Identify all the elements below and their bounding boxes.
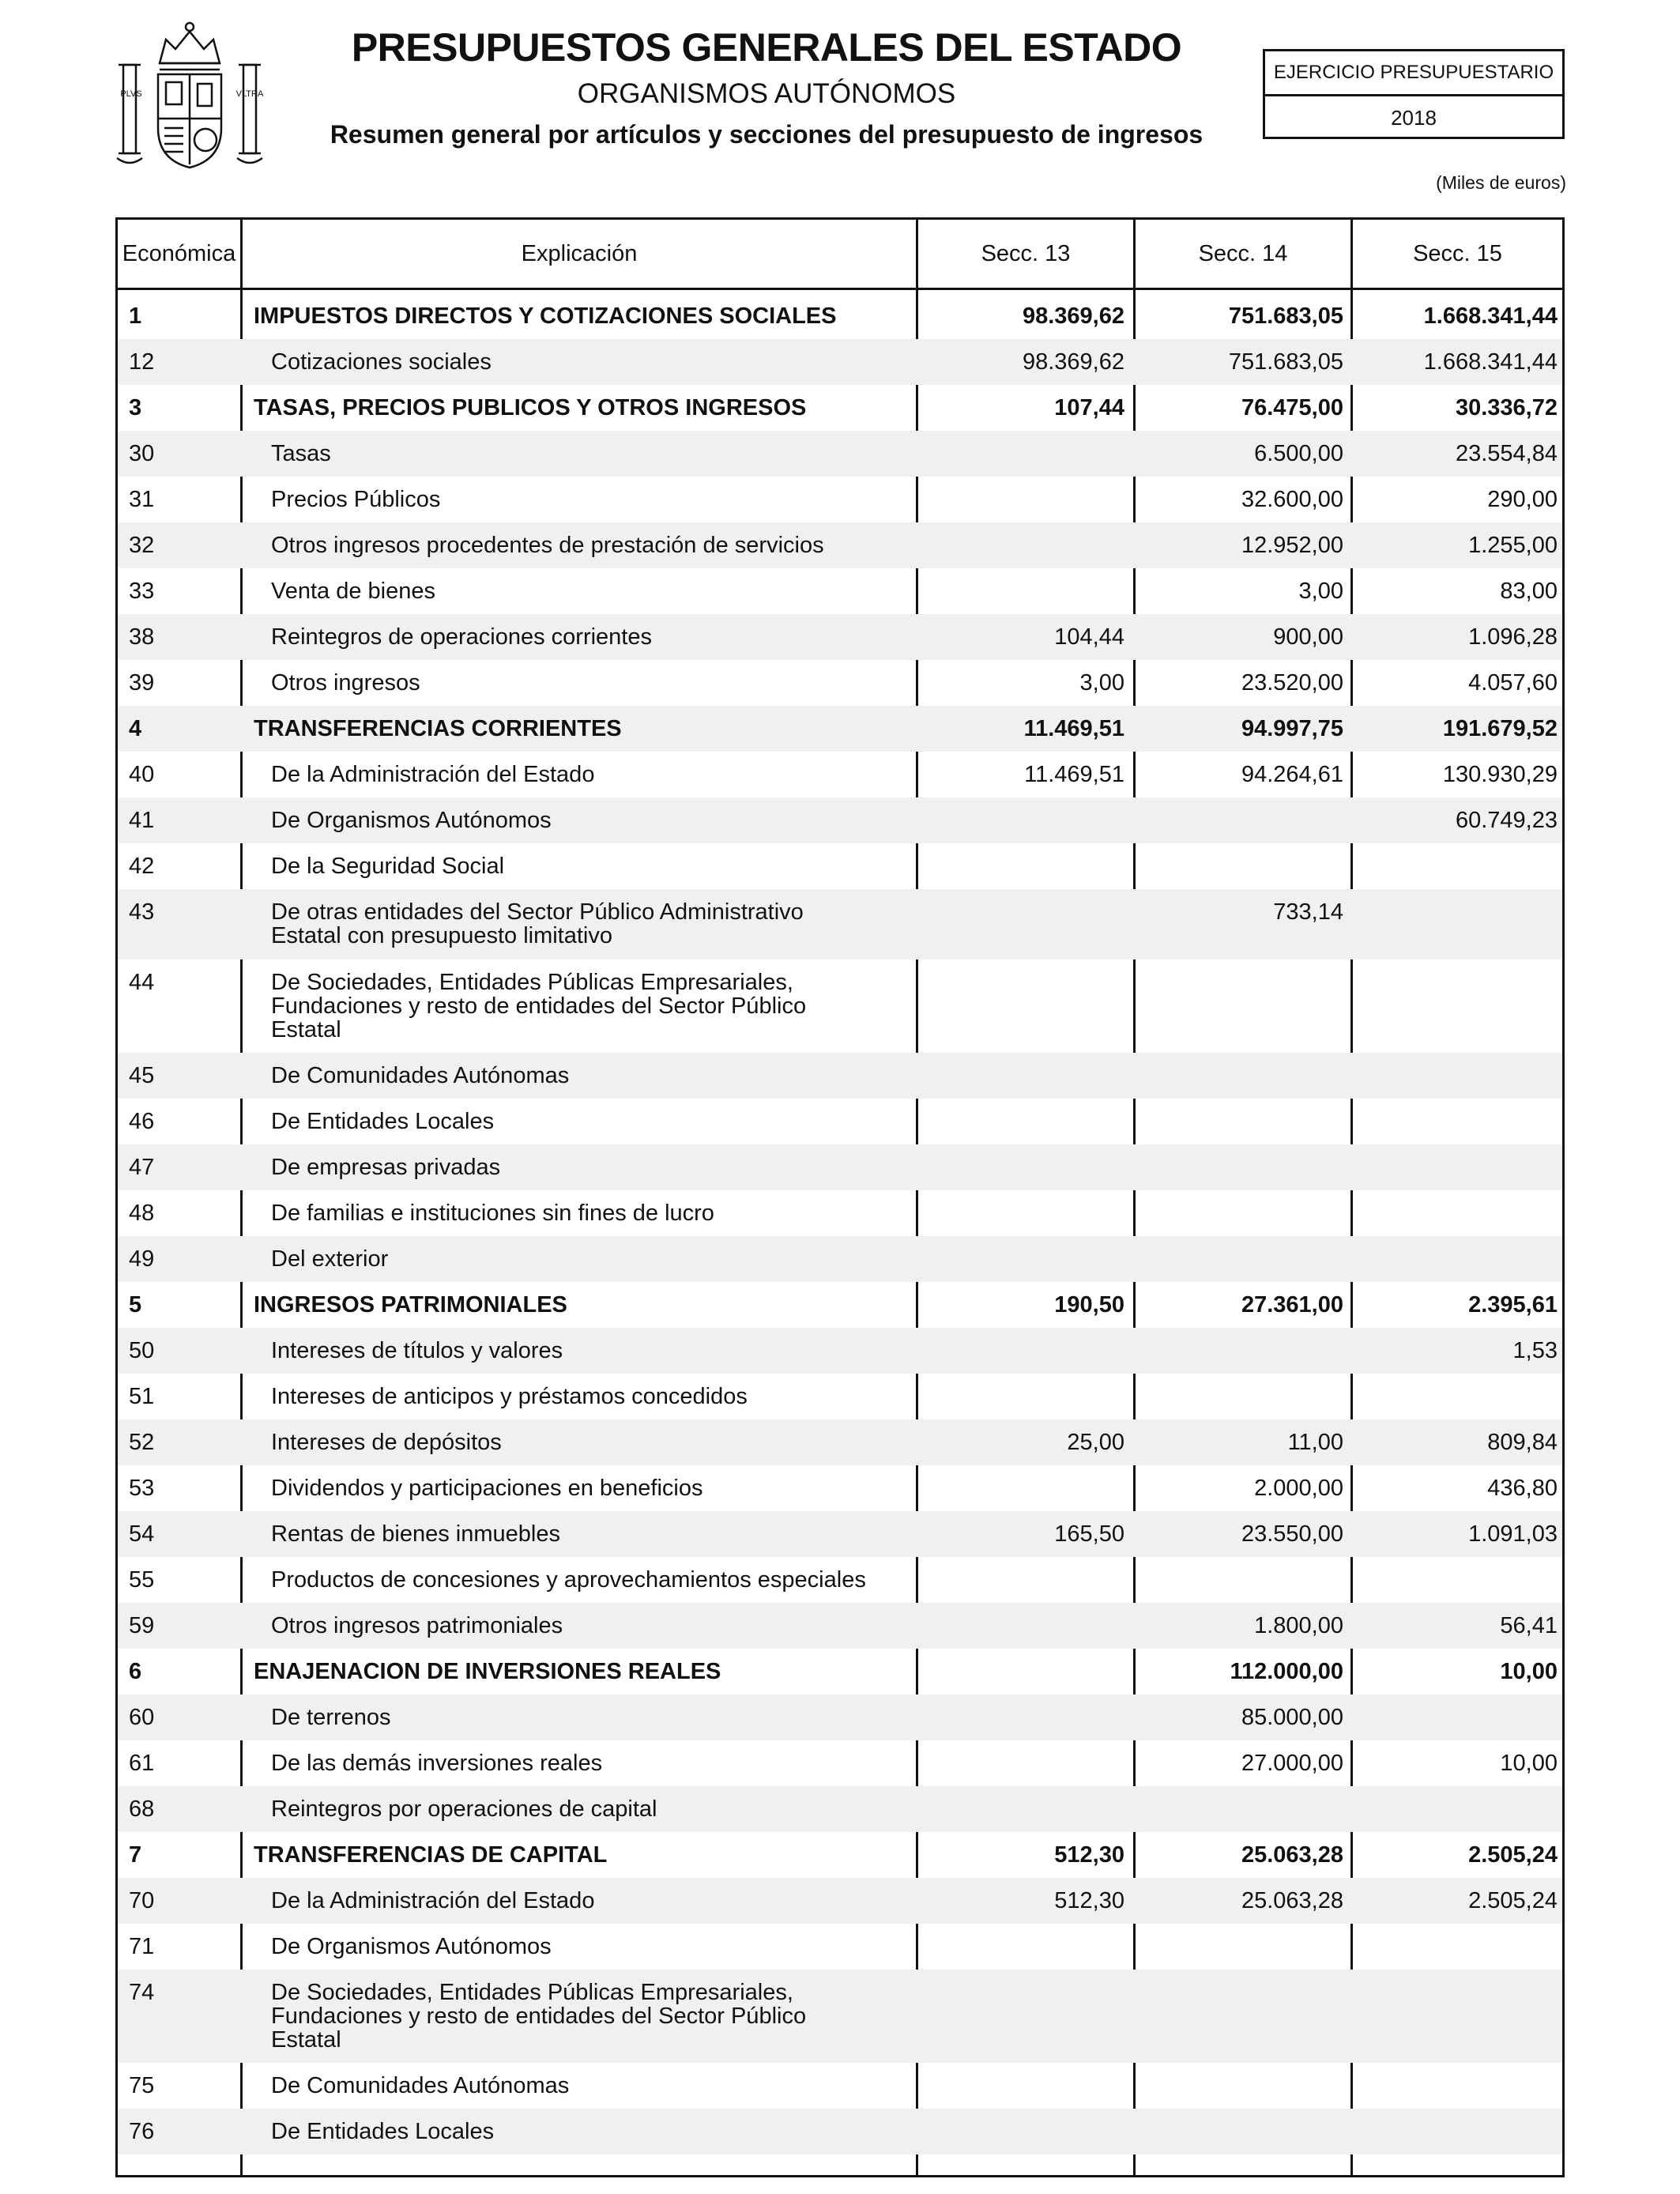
table-row (118, 568, 1562, 614)
row-code: 44 (129, 970, 155, 995)
row-code: 52 (129, 1430, 155, 1455)
row-secc-14-value (1135, 1924, 1343, 1935)
table-row (118, 1603, 1562, 1649)
row-explanation: De familias e instituciones sin fines de lucro (271, 1201, 714, 1226)
row-secc-13-value: 3,00 (1079, 670, 1124, 696)
table-row (118, 1236, 1562, 1282)
row-secc-15-value (1352, 1190, 1558, 1201)
row-secc-14-value (1135, 1144, 1343, 1155)
row-secc-13-value (916, 1144, 1124, 1155)
row-secc-15-value: 30.336,72 (1455, 395, 1558, 420)
column-header-secc-13: Secc. 13 (981, 241, 1071, 266)
row-explanation: Del exterior (271, 1246, 389, 1272)
row-code: 30 (129, 441, 155, 466)
row-secc-15-value: 10,00 (1500, 1751, 1558, 1776)
row-explanation: ENAJENACION DE INVERSIONES REALES (254, 1659, 721, 1684)
row-code: 60 (129, 1705, 155, 1730)
row-secc-13-value (916, 1328, 1124, 1339)
row-secc-15-value (1352, 2063, 1558, 2074)
row-secc-14-value (1135, 2063, 1343, 2074)
row-secc-13-value: 512,30 (1054, 1842, 1124, 1868)
row-secc-15-value: 4.057,60 (1468, 670, 1558, 696)
column-header-secc-14: Secc. 14 (1198, 241, 1288, 266)
row-explanation: De Sociedades, Entidades Públicas Empresariales, Fundaciones y resto de entidades del Sector Público Estatal (271, 970, 807, 1042)
row-code: 42 (129, 854, 155, 879)
table-row (118, 660, 1562, 706)
row-secc-13-value (916, 1740, 1124, 1751)
row-secc-14-value: 94.264,61 (1241, 762, 1343, 787)
row-explanation: Intereses de títulos y valores (271, 1338, 563, 1363)
row-secc-13-value (916, 1649, 1124, 1660)
table-row (118, 1557, 1562, 1603)
row-secc-14-value (1135, 1374, 1343, 1385)
row-secc-14-value: 6.500,00 (1254, 441, 1343, 466)
table-row (118, 752, 1562, 797)
row-secc-15-value: 290,00 (1487, 487, 1558, 512)
column-header-secc-15: Secc. 15 (1413, 241, 1502, 266)
row-explanation: De Organismos Autónomos (271, 808, 552, 833)
row-code: 3 (129, 395, 142, 420)
row-code: 33 (129, 579, 155, 604)
units-note: (Miles de euros) (1436, 172, 1566, 193)
row-secc-14-value (1135, 1328, 1343, 1339)
row-explanation: De otras entidades del Sector Público Administrativo Estatal con presupuesto limitativo (271, 899, 804, 948)
row-secc-13-value (916, 477, 1124, 488)
row-secc-14-value (1135, 1970, 1343, 1981)
table-body (118, 290, 1562, 2154)
row-secc-14-value: 751.683,05 (1228, 349, 1343, 375)
row-code: 50 (129, 1338, 155, 1363)
row-secc-15-value: 56,41 (1500, 1613, 1558, 1638)
row-explanation: Venta de bienes (271, 579, 436, 604)
document-title: PRESUPUESTOS GENERALES DEL ESTADO (351, 25, 1182, 70)
row-code: 47 (129, 1155, 155, 1180)
row-secc-15-value: 809,84 (1487, 1430, 1558, 1455)
row-secc-13-value: 11.469,51 (1024, 762, 1124, 787)
document-header (300, 24, 1233, 150)
row-code: 5 (129, 1292, 142, 1318)
row-secc-15-value (1352, 959, 1558, 971)
row-code: 38 (129, 624, 155, 650)
table-row (118, 1053, 1562, 1099)
row-secc-14-value: 23.550,00 (1241, 1521, 1343, 1547)
row-secc-13-value (916, 797, 1124, 809)
table-row (118, 843, 1562, 889)
row-secc-15-value: 436,80 (1487, 1476, 1558, 1501)
row-explanation: IMPUESTOS DIRECTOS Y COTIZACIONES SOCIALES (254, 303, 837, 329)
row-secc-14-value (1135, 843, 1343, 854)
row-code: 46 (129, 1109, 155, 1134)
table-row (118, 1144, 1562, 1190)
row-secc-15-value: 2.505,24 (1468, 1888, 1558, 1913)
row-secc-13-value: 25,00 (1067, 1430, 1124, 1455)
table-row (118, 385, 1562, 431)
row-secc-15-value: 1,53 (1512, 1338, 1558, 1363)
row-secc-13-value (916, 568, 1124, 579)
row-secc-13-value (916, 1374, 1124, 1385)
row-secc-13-value (916, 431, 1124, 442)
row-secc-15-value (1352, 1144, 1558, 1155)
row-secc-13-value: 107,44 (1054, 395, 1124, 420)
exercise-year: 2018 (1391, 106, 1437, 130)
table-row (118, 477, 1562, 522)
row-secc-15-value: 1.255,00 (1468, 533, 1558, 558)
row-secc-13-value: 190,50 (1054, 1292, 1124, 1318)
row-code: 61 (129, 1751, 155, 1776)
row-code: 6 (129, 1659, 142, 1684)
row-secc-13-value (916, 1053, 1124, 1064)
row-secc-15-value (1352, 1099, 1558, 1110)
table-row (118, 339, 1562, 385)
table-row (118, 2063, 1562, 2109)
row-explanation: De Organismos Autónomos (271, 1934, 552, 1959)
table-row (118, 1190, 1562, 1236)
row-secc-13-value: 11.469,51 (1023, 716, 1124, 741)
row-code: 1 (129, 303, 142, 329)
row-code: 31 (129, 487, 155, 512)
row-secc-15-value (1352, 1557, 1558, 1568)
table-row (118, 614, 1562, 660)
table-row (118, 1282, 1562, 1328)
row-secc-14-value: 2.000,00 (1254, 1476, 1343, 1501)
row-secc-13-value: 512,30 (1054, 1888, 1124, 1913)
exercise-label: EJERCICIO PRESUPUESTARIO (1265, 51, 1562, 96)
row-secc-15-value (1352, 843, 1558, 854)
row-secc-14-value (1135, 797, 1343, 809)
row-explanation: Precios Públicos (271, 487, 441, 512)
table-row (118, 1465, 1562, 1511)
table-row (118, 293, 1562, 339)
row-explanation: Cotizaciones sociales (271, 349, 492, 375)
row-secc-14-value (1135, 2109, 1343, 2120)
row-secc-14-value: 751.683,05 (1228, 303, 1343, 329)
table-row (118, 2109, 1562, 2154)
row-explanation: Otros ingresos procedentes de prestación de servicios (271, 533, 824, 558)
row-explanation: TASAS, PRECIOS PUBLICOS Y OTROS INGRESOS (254, 395, 807, 420)
table-row (118, 431, 1562, 477)
budget-exercise-box (1263, 49, 1565, 139)
table-row (118, 1924, 1562, 1970)
table-row (118, 797, 1562, 843)
table-row (118, 1878, 1562, 1924)
row-secc-14-value: 900,00 (1273, 624, 1343, 650)
row-code: 68 (129, 1796, 155, 1822)
row-code: 12 (129, 349, 155, 375)
row-secc-13-value: 165,50 (1054, 1521, 1124, 1547)
row-secc-14-value: 11,00 (1287, 1430, 1343, 1455)
row-secc-13-value (916, 1786, 1124, 1797)
row-explanation: Reintegros de operaciones corrientes (271, 624, 652, 650)
table-row (118, 522, 1562, 568)
row-code: 59 (129, 1613, 155, 1638)
row-code: 54 (129, 1521, 155, 1547)
row-explanation: Dividendos y participaciones en beneficios (271, 1476, 703, 1501)
table-row (118, 1511, 1562, 1557)
row-code: 76 (129, 2119, 155, 2144)
row-secc-14-value (1135, 1053, 1343, 1064)
row-secc-15-value (1352, 1236, 1558, 1247)
row-code: 40 (129, 762, 155, 787)
row-explanation: De Comunidades Autónomas (271, 2073, 570, 2098)
row-secc-15-value: 130.930,29 (1442, 762, 1558, 787)
table-row (118, 1695, 1562, 1740)
row-secc-14-value: 76.475,00 (1241, 395, 1343, 420)
row-secc-15-value: 83,00 (1500, 579, 1558, 604)
column-header-explicacion: Explicación (521, 241, 638, 266)
table-header (118, 220, 1562, 290)
row-secc-14-value (1135, 1786, 1343, 1797)
row-code: 4 (129, 716, 142, 741)
row-secc-13-value: 104,44 (1054, 624, 1124, 650)
row-explanation: TRANSFERENCIAS CORRIENTES (254, 716, 622, 741)
row-secc-14-value (1135, 959, 1343, 971)
row-code: 75 (129, 2073, 155, 2098)
row-explanation: De empresas privadas (271, 1155, 501, 1180)
row-secc-15-value: 1.091,03 (1468, 1521, 1558, 1547)
row-secc-13-value: 98.369,62 (1022, 349, 1124, 375)
row-explanation: Otros ingresos (271, 670, 420, 696)
row-secc-13-value (916, 1603, 1124, 1614)
table-row (118, 1419, 1562, 1465)
table-row (118, 1970, 1562, 2063)
row-secc-14-value: 27.361,00 (1241, 1292, 1343, 1318)
row-secc-14-value: 85.000,00 (1241, 1705, 1343, 1730)
row-secc-14-value (1135, 1557, 1343, 1568)
row-code: 32 (129, 533, 155, 558)
row-secc-14-value: 1.800,00 (1254, 1613, 1343, 1638)
row-secc-13-value (916, 1695, 1124, 1706)
row-secc-13-value (916, 1465, 1124, 1476)
row-explanation: De la Administración del Estado (271, 762, 595, 787)
row-secc-15-value: 1.096,28 (1468, 624, 1558, 650)
row-secc-15-value: 60.749,23 (1455, 808, 1558, 833)
table-row (118, 889, 1562, 959)
table-row (118, 1374, 1562, 1419)
column-header-economica: Económica (122, 241, 236, 266)
table-row (118, 1740, 1562, 1786)
table-row (118, 1328, 1562, 1374)
row-secc-14-value: 94.997,75 (1241, 716, 1343, 741)
row-explanation: De las demás inversiones reales (271, 1751, 603, 1776)
coat-of-arms-logo (111, 17, 269, 175)
row-explanation: Rentas de bienes inmuebles (271, 1521, 560, 1547)
row-explanation: De Entidades Locales (271, 2119, 495, 2144)
row-secc-13-value (916, 1190, 1124, 1201)
row-secc-13-value (916, 889, 1124, 900)
row-code: 7 (129, 1842, 142, 1868)
svg-text:VLTRA: VLTRA (235, 89, 264, 99)
table-row (118, 1099, 1562, 1144)
row-code: 45 (129, 1063, 155, 1088)
row-code: 74 (129, 1980, 155, 2005)
row-code: 48 (129, 1201, 155, 1226)
row-explanation: De la Administración del Estado (271, 1888, 595, 1913)
row-secc-15-value: 23.554,84 (1455, 441, 1558, 466)
row-secc-15-value: 2.395,61 (1468, 1292, 1558, 1318)
row-code: 71 (129, 1934, 155, 1959)
row-explanation: De Comunidades Autónomas (271, 1063, 570, 1088)
table-row (118, 706, 1562, 752)
row-secc-13-value (916, 1924, 1124, 1935)
row-explanation: Intereses de depósitos (271, 1430, 502, 1455)
row-secc-14-value (1135, 1099, 1343, 1110)
row-secc-15-value (1352, 1695, 1558, 1706)
row-explanation: De Entidades Locales (271, 1109, 495, 1134)
row-explanation: Tasas (271, 441, 331, 466)
row-secc-14-value: 25.063,28 (1241, 1842, 1343, 1868)
row-secc-15-value (1352, 889, 1558, 900)
row-secc-13-value (916, 1557, 1124, 1568)
row-secc-13-value (916, 1970, 1124, 1981)
row-explanation: TRANSFERENCIAS DE CAPITAL (254, 1842, 608, 1868)
row-code: 41 (129, 808, 155, 833)
svg-text:PLVS: PLVS (120, 89, 142, 99)
row-secc-15-value: 1.668.341,44 (1423, 303, 1558, 329)
row-secc-15-value (1352, 1924, 1558, 1935)
row-secc-13-value: 98.369,62 (1022, 303, 1124, 329)
row-explanation: De Sociedades, Entidades Públicas Empresariales, Fundaciones y resto de entidades del Sector Público Estatal (271, 1980, 807, 2053)
row-secc-14-value: 32.600,00 (1241, 487, 1343, 512)
document-subtitle: ORGANISMOS AUTÓNOMOS (577, 78, 956, 109)
row-secc-15-value (1352, 1053, 1558, 1064)
row-secc-13-value (916, 522, 1124, 533)
row-explanation: INGRESOS PATRIMONIALES (254, 1292, 567, 1318)
row-explanation: De terrenos (271, 1705, 391, 1730)
table-row (118, 959, 1562, 1053)
row-secc-15-value: 1.668.341,44 (1423, 349, 1558, 375)
row-secc-13-value (916, 2063, 1124, 2074)
row-explanation: Reintegros por operaciones de capital (271, 1796, 657, 1822)
row-secc-15-value (1352, 1374, 1558, 1385)
row-secc-13-value (916, 2109, 1124, 2120)
row-secc-13-value (916, 1099, 1124, 1110)
table-row (118, 1649, 1562, 1695)
row-secc-14-value: 112.000,00 (1230, 1659, 1343, 1684)
row-secc-13-value (916, 959, 1124, 971)
row-secc-15-value: 10,00 (1500, 1659, 1558, 1684)
row-secc-14-value: 3,00 (1298, 579, 1343, 604)
row-secc-14-value: 27.000,00 (1241, 1751, 1343, 1776)
row-secc-13-value (916, 1236, 1124, 1247)
row-secc-14-value: 12.952,00 (1241, 533, 1343, 558)
row-secc-15-value (1352, 2109, 1558, 2120)
row-code: 49 (129, 1246, 155, 1272)
row-explanation: Intereses de anticipos y préstamos concedidos (271, 1384, 748, 1409)
budget-table (115, 217, 1565, 2177)
row-explanation: Otros ingresos patrimoniales (271, 1613, 563, 1638)
row-code: 51 (129, 1384, 155, 1409)
document-description: Resumen general por artículos y secciones del presupuesto de ingresos (330, 120, 1203, 149)
row-secc-14-value: 733,14 (1273, 899, 1343, 925)
row-secc-14-value: 23.520,00 (1241, 670, 1343, 696)
row-secc-13-value (916, 843, 1124, 854)
table-row (118, 1832, 1562, 1878)
row-code: 53 (129, 1476, 155, 1501)
row-secc-15-value (1352, 1970, 1558, 1981)
row-secc-15-value (1352, 1786, 1558, 1797)
row-code: 70 (129, 1888, 155, 1913)
row-secc-15-value: 2.505,24 (1468, 1842, 1558, 1868)
row-explanation: De la Seguridad Social (271, 854, 505, 879)
table-row (118, 1786, 1562, 1832)
row-code: 43 (129, 899, 155, 925)
row-secc-15-value: 191.679,52 (1442, 716, 1558, 741)
row-secc-14-value (1135, 1236, 1343, 1247)
row-secc-14-value (1135, 1190, 1343, 1201)
row-secc-14-value: 25.063,28 (1241, 1888, 1343, 1913)
row-code: 39 (129, 670, 155, 696)
row-explanation: Productos de concesiones y aprovechamientos especiales (271, 1567, 866, 1593)
row-code: 55 (129, 1567, 155, 1593)
